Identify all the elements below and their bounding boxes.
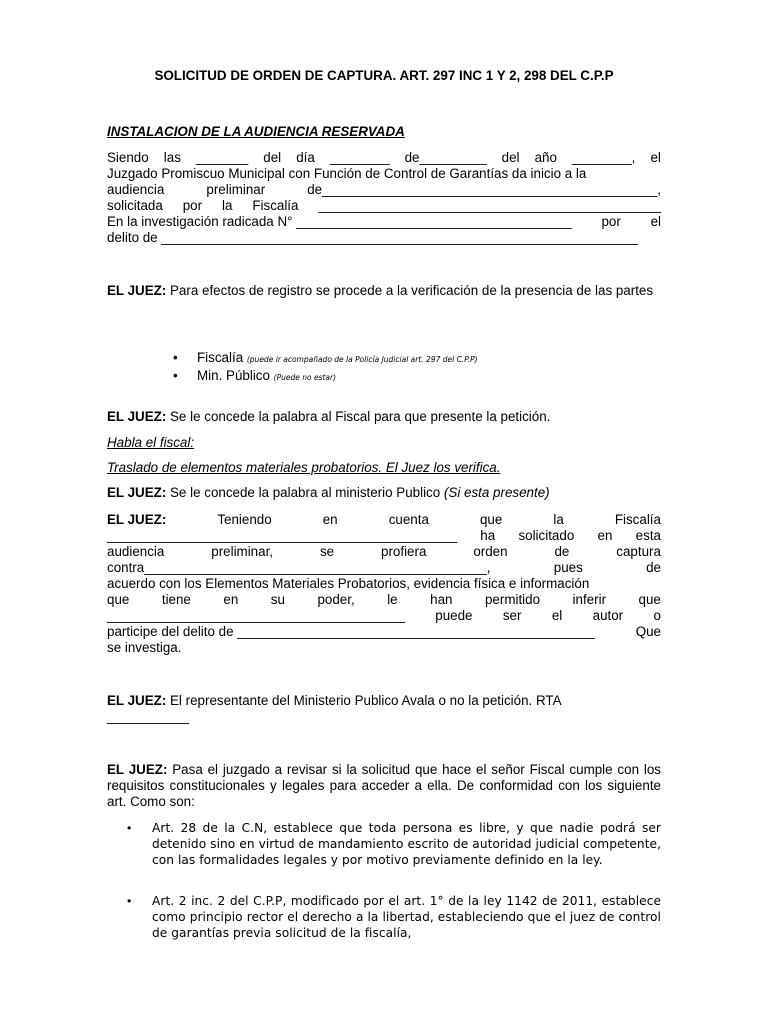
avala-paragraph	[107, 693, 661, 725]
form-word: Siendo	[107, 150, 149, 165]
article-text: Art. 2 inc. 2 del C.P.P, modificado por el art. 1° de la ley 1142 de 2011, establece como principio rector el derecho a la libertad, estableciendo que el juez de control de garantías previa solicitud de la fiscalía,	[152, 894, 661, 940]
form-word: Que	[635, 624, 661, 639]
form-word: que	[479, 512, 503, 527]
form-word: de	[646, 560, 661, 575]
form-line	[107, 608, 661, 624]
judge-label: EL JUEZ:	[107, 693, 167, 708]
form-line	[107, 592, 661, 608]
form-word: de_________	[404, 150, 487, 165]
form-word: día	[296, 150, 315, 165]
form-word: pues	[553, 560, 583, 575]
article-item	[107, 820, 661, 868]
form-line	[107, 150, 661, 166]
form-line	[107, 576, 661, 592]
form-word: Juzgado Promiscuo Municipal con Función de Control de Garantías da inicio a la	[107, 166, 587, 181]
form-word: que	[638, 592, 661, 607]
form-word: preliminar	[206, 182, 266, 197]
form-line	[107, 182, 661, 198]
form-line	[107, 166, 661, 182]
avala-text: El representante del Ministerio Publico Avala o no la petición. RTA	[166, 693, 562, 708]
form-word: el	[551, 608, 563, 623]
form-word: o	[653, 608, 661, 623]
installation-paragraph	[107, 150, 661, 246]
form-line	[107, 230, 661, 246]
judge-label: EL JUEZ:	[107, 762, 168, 777]
form-word: se	[319, 544, 335, 559]
form-word: audiencia	[107, 182, 165, 197]
form-line	[107, 528, 661, 544]
form-line	[107, 640, 661, 656]
ministerio-word-note: (Si esta presente)	[443, 485, 550, 500]
avala-blank: ___________	[107, 709, 189, 724]
form-word: de	[554, 544, 570, 559]
form-word: ser	[502, 608, 522, 623]
party-label: Fiscalía	[197, 350, 244, 365]
form-word: poder,	[317, 592, 355, 607]
form-word: profiera	[381, 544, 427, 559]
bullet-icon: •	[173, 368, 178, 383]
party-label: Min. Público	[197, 368, 270, 383]
form-word: su	[270, 592, 285, 607]
bullet-icon: •	[127, 821, 132, 835]
party-note: (puede ir acompañado de la Policía Judicial art. 297 del C.P.P)	[246, 355, 478, 364]
form-word: del	[501, 150, 520, 165]
articles-list-2	[107, 893, 661, 941]
habla-fiscal-line: Habla el fiscal:	[107, 435, 195, 450]
form-word: las	[163, 150, 181, 165]
party-item-fiscalia	[107, 350, 661, 368]
form-word: año	[534, 150, 557, 165]
bullet-icon: •	[127, 894, 132, 908]
revisar-paragraph	[107, 762, 661, 810]
form-line	[107, 198, 661, 214]
form-word: EL JUEZ:	[107, 512, 167, 527]
form-line	[107, 214, 661, 230]
form-word: solicitada	[107, 198, 163, 213]
traslado-line: Traslado de elementos materiales probatorios. El Juez los verifica.	[107, 460, 501, 475]
articles-list	[107, 820, 661, 868]
form-word: delito de ________________________________________________________________	[107, 230, 638, 245]
form-word: ha	[480, 528, 496, 543]
form-word: esta	[635, 528, 661, 543]
fiscal-word-paragraph	[107, 409, 661, 425]
judge-label: EL JUEZ:	[107, 409, 167, 424]
form-word: Fiscalía	[614, 512, 661, 527]
form-word: por	[601, 214, 621, 229]
parties-list	[107, 350, 661, 386]
form-word: acuerdo con los Elementos Materiales Probatorios, evidencia física e información	[107, 576, 590, 591]
ministerio-word-paragraph	[107, 485, 661, 501]
form-line	[107, 560, 661, 576]
form-word: En la investigación radicada N° _____________________________________	[107, 214, 572, 229]
form-word: por	[182, 198, 203, 213]
form-word: ________________________________________	[107, 608, 405, 623]
document-title: SOLICITUD DE ORDEN DE CAPTURA. ART. 297 INC 1 Y 2, 298 DEL C.P.P	[154, 68, 614, 83]
registry-text: Para efectos de registro se procede a la verificación de la presencia de las partes	[166, 283, 654, 298]
form-word: se investiga.	[107, 640, 182, 655]
ministerio-word-text: Se le concede la palabra al ministerio Publico	[166, 485, 444, 500]
form-word: captura	[616, 544, 661, 559]
form-word: el	[650, 150, 661, 165]
form-word: de_____________________________________________,	[307, 182, 661, 197]
fiscal-word-text: Se le concede la palabra al Fiscal para que presente la petición.	[166, 409, 551, 424]
form-word: tiene	[161, 592, 191, 607]
form-word: del	[263, 150, 282, 165]
form-word: Fiscalía	[252, 198, 299, 213]
form-word: han	[430, 592, 453, 607]
form-word: Teniendo	[217, 512, 272, 527]
form-word: solicitado	[518, 528, 575, 543]
form-word: ________	[329, 150, 390, 165]
form-word: autor	[592, 608, 624, 623]
judge-label: EL JUEZ:	[107, 485, 167, 500]
article-text: Art. 28 de la C.N, establece que toda persona es libre, y que nadie podrá ser detenido sino en virtud de mandamiento escrito de autoridad judicial competente, con las formalidades legales y por motivo previamente definido en la ley.	[152, 821, 661, 867]
article-item	[107, 893, 661, 941]
form-word: en	[223, 592, 239, 607]
form-word: cuenta	[388, 512, 429, 527]
form-word: puede	[435, 608, 473, 623]
form-word: en	[597, 528, 613, 543]
form-word: en	[322, 512, 338, 527]
party-item-ministerio	[107, 368, 661, 386]
form-word: que	[107, 592, 130, 607]
form-word: _______________________________________________	[107, 528, 458, 543]
form-word: _______	[196, 150, 249, 165]
form-word: preliminar,	[211, 544, 274, 559]
form-word: contra______________________________________________,	[107, 560, 491, 575]
form-word: audiencia	[107, 544, 165, 559]
form-word: la	[553, 512, 564, 527]
revisar-text: Pasa el juzgado a revisar si la solicitud que hace el señor Fiscal cumple con los requisitos constitucionales y legales para acceder a ella. De conformidad con los siguiente art. Como son:	[107, 762, 661, 809]
judge-label: EL JUEZ:	[107, 283, 167, 298]
form-word: la	[222, 198, 233, 213]
form-word: permitido	[484, 592, 541, 607]
form-word: ________,	[572, 150, 636, 165]
installation-heading: INSTALACION DE LA AUDIENCIA RESERVADA	[107, 124, 405, 139]
form-line	[107, 544, 661, 560]
form-word: inferir	[572, 592, 607, 607]
registry-paragraph	[107, 283, 661, 299]
form-word: el	[650, 214, 661, 229]
party-note: (Puede no estar)	[273, 373, 337, 382]
form-line	[107, 512, 661, 528]
form-word: participe del delito de ________________________________________________	[107, 624, 595, 639]
bullet-icon: •	[173, 350, 178, 365]
form-word: le	[387, 592, 398, 607]
teniendo-paragraph	[107, 512, 661, 656]
form-word: orden	[473, 544, 508, 559]
form-word: ______________________________________________	[318, 198, 661, 213]
form-line	[107, 624, 661, 640]
